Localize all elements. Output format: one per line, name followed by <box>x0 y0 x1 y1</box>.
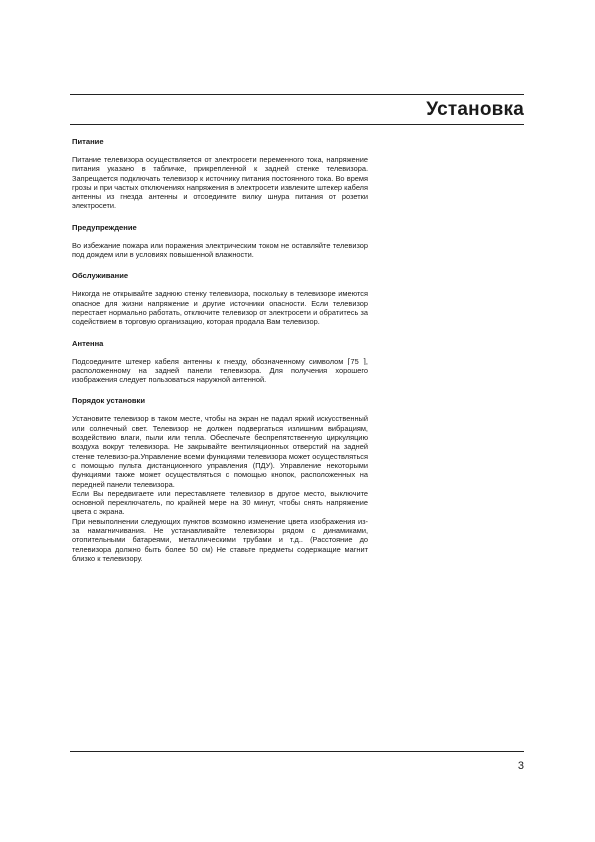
title-top-rule <box>70 94 524 95</box>
section-antenna <box>72 339 368 385</box>
section-heading: Предупреждение <box>72 222 137 232</box>
section-paragraph: Установите телевизор в таком месте, чтобы на экран не падал яркий искусственный или солнечный свет. Телевизор не должен подвергаться излишним вибрациям, воздействию влаги, пыли или тепла. Обеспечьте беспрепятственную циркуляцию воздуха вокруг телевизора. Не закрывайте вентиляционных отверстий на задней стенке телевизо-ра.Управление всеми функциями телевизора может осуществляться с помощью пульта дистанционного управления (ПДУ). Управление некоторыми функциями также может осуществляться с помощью кнопок, расположенных на передней панели телевизора. <box>72 414 368 489</box>
section-installation <box>72 396 368 563</box>
section-heading: Порядок установки <box>72 396 145 406</box>
page-number: 3 <box>517 760 524 772</box>
section-paragraph: При невыполнении следующих пунктов возможно изменение цвета изображения из-за намагничивания. Не устанавливайте телевизоры рядом с динамиками, отопительными батареями, металлическими трубами и т.д.. (Расстояние до телевизора должно быть более 50 см) Не ставьте предметы содержащие магнит близко к телевизору. <box>72 516 368 563</box>
section-paragraph: Если Вы передвигаете или переставляете телевизор в другое место, выключите основной переключатель, по крайней мере на 30 минут, чтобы снять напряжение цвета с экрана. <box>72 488 368 517</box>
section-heading: Питание <box>72 137 104 146</box>
section-text: Подсоедините штекер кабеля антенны к гнезду, обозначенному символом ⌈75 ⌉, расположенному на задней панели телевизора. Для получения хорошего изображения следует пользоваться наружной антенной. <box>72 356 368 385</box>
footer-rule <box>70 751 524 752</box>
section-heading: Антенна <box>72 338 104 348</box>
title-bottom-rule <box>70 124 524 125</box>
main-content <box>72 137 368 575</box>
page-title: Установка <box>426 99 524 120</box>
section-text: Никогда не открывайте заднюю стенку телевизора, поскольку в телевизоре имеются опасное для жизни напряжение и другие источники опасности. Если телевизор перестает нормально работать, отключите телевизор от электросети и обратитесь за содействием в торговую организацию, которая продала Вам телевизор. <box>72 289 368 327</box>
section-text: Питание телевизора осуществляется от электросети переменного тока, напряжение питания указано в табличке, прикрепленной к задней стенке телевизора. Запрещается подключать телевизор к источнику питания постоянного тока. Во время грозы и при частых отключениях напряжения в электросети извлеките штекер кабеля антенны из гнезда антенны и отсоедините вилку шнура питания от розетки электросети. <box>72 155 368 211</box>
section-warning <box>72 223 368 260</box>
section-heading: Обслуживание <box>72 271 129 281</box>
section-power <box>72 137 368 211</box>
section-text: Во избежание пожара или поражения электрическим током не оставляйте телевизор под дождем или в условиях повышенной влажности. <box>72 240 368 260</box>
section-maintenance <box>72 271 368 326</box>
